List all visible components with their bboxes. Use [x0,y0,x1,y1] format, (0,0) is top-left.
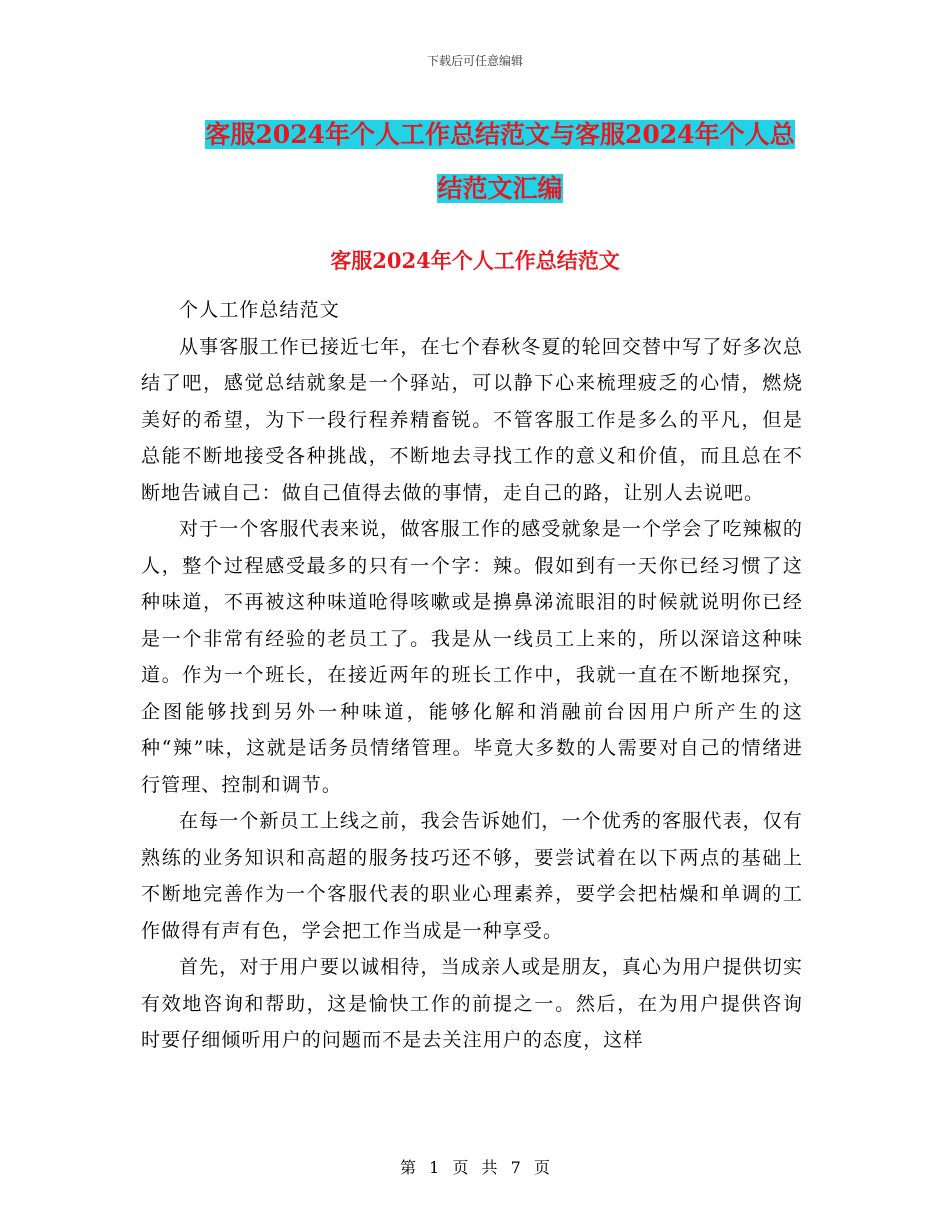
footer-prefix: 第 [400,1158,417,1177]
footer-total-label: 共 [481,1158,498,1177]
header-note: 下载后可任意编辑 [426,54,523,68]
document-title [140,108,860,216]
paragraph: 个人工作总结范文 [179,299,340,321]
document-body [141,292,803,1059]
footer-page-label: 页 [452,1158,469,1177]
paragraph: 首先，对于用户要以诚相待，当成亲人或是朋友，真心为用户提供切实有效地咨询和帮助，这是愉快工作的前提之一。然后，在为用户提供咨询时要仔细倾听用户的问题而不是去关注用户的态度，这样 [141,956,803,1051]
section-title: 客服2024年个人工作总结范文 [330,248,620,273]
document-title-line1: 客服2024年个人工作总结范文与客服2024年个人总 [205,120,795,149]
page-footer [0,1155,950,1178]
total-page-count: 7 [510,1158,521,1177]
paragraph: 从事客服工作已接近七年，在七个春秋冬夏的轮回交替中写了好多次总结了吧，感觉总结就象是一个驿站，可以静下心来梳理疲乏的心情，燃烧美好的希望，为下一段行程养精畜锐。不管客服工作是多么的平凡，但是总能不断地接受各种挑战，不断地去寻找工作的意义和价值，而且总在不断地告诫自己：做自己值得去做的事情，走自己的路，让别人去说吧。 [141,335,803,504]
document-title-line2: 结范文汇编 [437,174,563,203]
footer-suffix: 页 [533,1158,550,1177]
paragraph: 对于一个客服代表来说，做客服工作的感受就象是一个学会了吃辣椒的人，整个过程感受最多的只有一个字：辣。假如到有一天你已经习惯了这种味道，不再被这种味道呛得咳嗽或是擤鼻涕流眼泪的时候就说明你已经是一个非常有经验的老员工了。我是从一线员工上来的，所以深谙这种味道。作为一个班长，在接近两年的班长工作中，我就一直在不断地探究，企图能够找到另外一种味道，能够化解和消融前台因用户所产生的这种“辣”味，这就是话务员情绪管理。毕竟大多数的人需要对自己的情绪进行管理、控制和调节。 [141,518,803,796]
current-page-number: 1 [429,1158,440,1177]
paragraph: 在每一个新员工上线之前，我会告诉她们，一个优秀的客服代表，仅有熟练的业务知识和高超的服务技巧还不够，要尝试着在以下两点的基础上不断地完善作为一个客服代表的职业心理素养，要学会把枯燥和单调的工作做得有声有色，学会把工作当成是一种享受。 [141,810,803,942]
